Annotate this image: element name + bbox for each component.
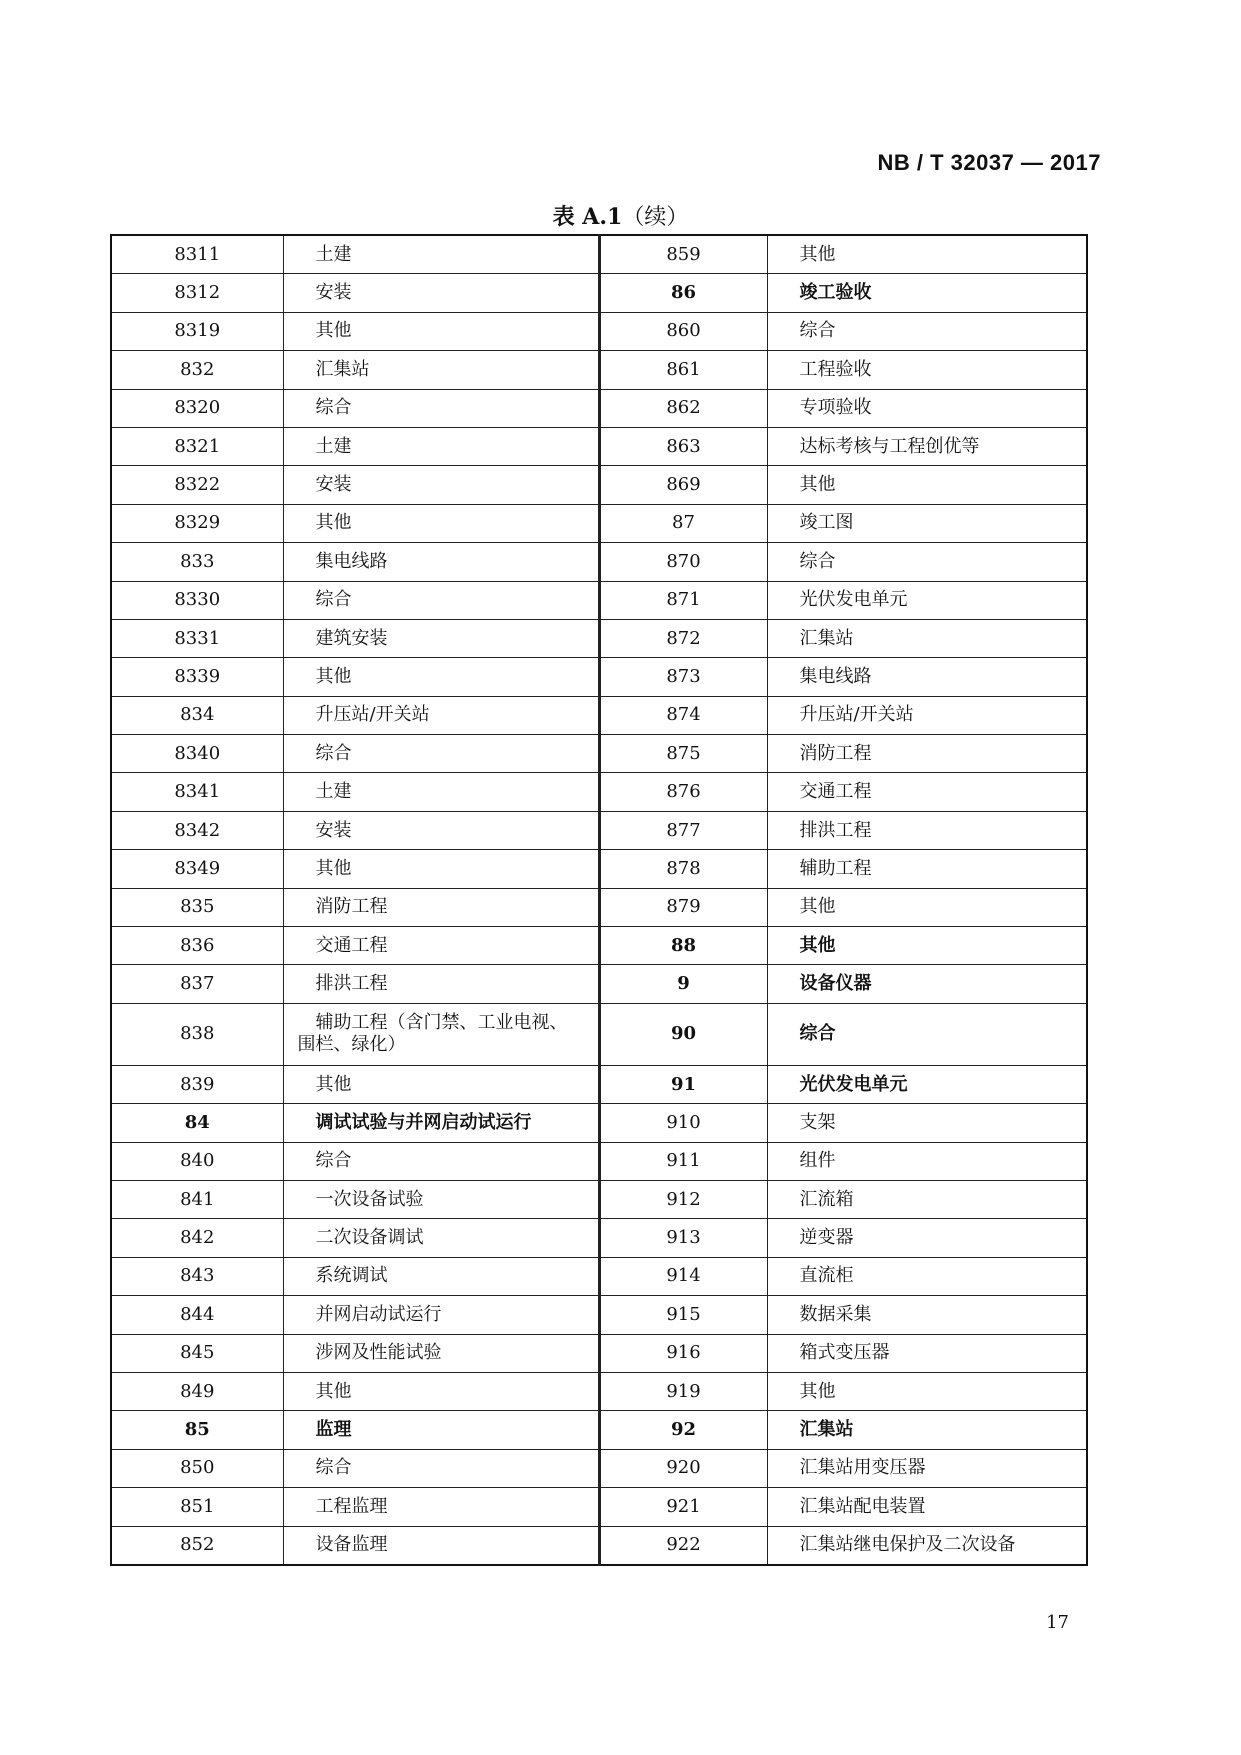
- left-name-cell: 并网启动试运行: [283, 1296, 599, 1334]
- table-row: [111, 235, 1087, 274]
- left-code-cell: 836: [111, 927, 283, 965]
- left-name-cell: 土建: [283, 427, 599, 465]
- left-code-cell: 852: [111, 1526, 283, 1565]
- right-name-cell: 箱式变压器: [767, 1334, 1087, 1372]
- table-row: [111, 1104, 1087, 1142]
- right-name-cell: 集电线路: [767, 658, 1087, 696]
- table-row: [111, 504, 1087, 542]
- left-code-cell: 8340: [111, 735, 283, 773]
- left-code-cell: 8342: [111, 811, 283, 849]
- left-code-cell: 8330: [111, 581, 283, 619]
- table-title: [0, 200, 1241, 231]
- right-name-cell: 汇集站: [767, 1411, 1087, 1449]
- right-name-cell: 其他: [767, 466, 1087, 504]
- right-name-cell: 专项验收: [767, 389, 1087, 427]
- left-code-cell: 85: [111, 1411, 283, 1449]
- left-code-cell: 839: [111, 1065, 283, 1103]
- left-name-cell: 涉网及性能试验: [283, 1334, 599, 1372]
- right-code-cell: 912: [599, 1180, 767, 1218]
- left-code-cell: 8319: [111, 312, 283, 350]
- table-title-label: 表 A.1: [552, 204, 623, 230]
- right-name-cell: 其他: [767, 1372, 1087, 1410]
- table-row: [111, 1065, 1087, 1103]
- left-name-cell: 建筑安装: [283, 619, 599, 657]
- table-body: [111, 235, 1087, 1565]
- table-row: [111, 735, 1087, 773]
- right-name-cell: 数据采集: [767, 1296, 1087, 1334]
- table-row: [111, 427, 1087, 465]
- table-row: [111, 811, 1087, 849]
- right-code-cell: 910: [599, 1104, 767, 1142]
- left-name-cell: 设备监理: [283, 1526, 599, 1565]
- right-code-cell: 920: [599, 1449, 767, 1487]
- right-code-cell: 872: [599, 619, 767, 657]
- table-row: [111, 581, 1087, 619]
- left-name-cell: 系统调试: [283, 1257, 599, 1295]
- left-code-cell: 837: [111, 965, 283, 1003]
- left-name-cell: 安装: [283, 466, 599, 504]
- table-row: [111, 312, 1087, 350]
- right-code-cell: 875: [599, 735, 767, 773]
- classification-code-table: [110, 234, 1088, 1566]
- left-code-cell: 832: [111, 351, 283, 389]
- right-name-cell: 汇集站配电装置: [767, 1488, 1087, 1526]
- right-name-cell: 辅助工程: [767, 850, 1087, 888]
- left-code-cell: 8320: [111, 389, 283, 427]
- left-name-cell: 监理: [283, 1411, 599, 1449]
- left-code-cell: 835: [111, 888, 283, 926]
- left-name-cell: 消防工程: [283, 888, 599, 926]
- left-name-cell: 安装: [283, 274, 599, 312]
- left-code-cell: 849: [111, 1372, 283, 1410]
- right-name-cell: 达标考核与工程创优等: [767, 427, 1087, 465]
- right-code-cell: 876: [599, 773, 767, 811]
- right-name-cell: 逆变器: [767, 1219, 1087, 1257]
- left-name-cell: 土建: [283, 773, 599, 811]
- right-code-cell: 874: [599, 696, 767, 734]
- left-code-cell: 845: [111, 1334, 283, 1372]
- right-code-cell: 871: [599, 581, 767, 619]
- table-row: [111, 1526, 1087, 1565]
- right-name-cell: 直流柜: [767, 1257, 1087, 1295]
- left-code-cell: 8339: [111, 658, 283, 696]
- right-name-cell: 消防工程: [767, 735, 1087, 773]
- left-name-cell: 工程监理: [283, 1488, 599, 1526]
- table-row: [111, 1411, 1087, 1449]
- left-code-cell: 8312: [111, 274, 283, 312]
- right-code-cell: 91: [599, 1065, 767, 1103]
- left-name-cell: 升压站/开关站: [283, 696, 599, 734]
- right-code-cell: 879: [599, 888, 767, 926]
- left-code-cell: 840: [111, 1142, 283, 1180]
- table-row: [111, 1449, 1087, 1487]
- left-name-cell: 其他: [283, 850, 599, 888]
- left-name-cell: 综合: [283, 735, 599, 773]
- left-code-cell: 8322: [111, 466, 283, 504]
- left-code-cell: 834: [111, 696, 283, 734]
- table-row: [111, 466, 1087, 504]
- right-name-cell: 升压站/开关站: [767, 696, 1087, 734]
- right-code-cell: 86: [599, 274, 767, 312]
- right-code-cell: 859: [599, 235, 767, 274]
- right-code-cell: 913: [599, 1219, 767, 1257]
- right-name-cell: 其他: [767, 235, 1087, 274]
- table-row: [111, 1296, 1087, 1334]
- right-code-cell: 911: [599, 1142, 767, 1180]
- right-name-cell: 汇流箱: [767, 1180, 1087, 1218]
- table-row: [111, 1488, 1087, 1526]
- right-code-cell: 919: [599, 1372, 767, 1410]
- right-code-cell: 860: [599, 312, 767, 350]
- left-name-cell: 汇集站: [283, 351, 599, 389]
- left-name-cell: 辅助工程（含门禁、工业电视、围栏、绿化）: [283, 1003, 599, 1065]
- left-name-cell: 综合: [283, 1142, 599, 1180]
- left-name-cell: 二次设备调试: [283, 1219, 599, 1257]
- right-name-cell: 汇集站用变压器: [767, 1449, 1087, 1487]
- right-code-cell: 922: [599, 1526, 767, 1565]
- right-name-cell: 汇集站继电保护及二次设备: [767, 1526, 1087, 1565]
- table-row: [111, 850, 1087, 888]
- table-row: [111, 927, 1087, 965]
- right-code-cell: 863: [599, 427, 767, 465]
- right-code-cell: 915: [599, 1296, 767, 1334]
- right-code-cell: 92: [599, 1411, 767, 1449]
- right-code-cell: 916: [599, 1334, 767, 1372]
- left-code-cell: 851: [111, 1488, 283, 1526]
- right-name-cell: 组件: [767, 1142, 1087, 1180]
- right-code-cell: 914: [599, 1257, 767, 1295]
- right-name-cell: 综合: [767, 1003, 1087, 1065]
- table-row: [111, 773, 1087, 811]
- right-code-cell: 9: [599, 965, 767, 1003]
- right-name-cell: 光伏发电单元: [767, 1065, 1087, 1103]
- left-code-cell: 850: [111, 1449, 283, 1487]
- right-name-cell: 竣工验收: [767, 274, 1087, 312]
- table-row: [111, 696, 1087, 734]
- table-row: [111, 965, 1087, 1003]
- left-code-cell: 8341: [111, 773, 283, 811]
- right-name-cell: 光伏发电单元: [767, 581, 1087, 619]
- right-name-cell: 排洪工程: [767, 811, 1087, 849]
- table-row: [111, 1257, 1087, 1295]
- right-name-cell: 综合: [767, 312, 1087, 350]
- right-name-cell: 交通工程: [767, 773, 1087, 811]
- right-name-cell: 支架: [767, 1104, 1087, 1142]
- table-row: [111, 1219, 1087, 1257]
- right-code-cell: 87: [599, 504, 767, 542]
- table-row: [111, 888, 1087, 926]
- table-title-suffix: （续）: [622, 205, 689, 230]
- right-code-cell: 878: [599, 850, 767, 888]
- table-row: [111, 1142, 1087, 1180]
- table-row: [111, 389, 1087, 427]
- left-name-cell: 交通工程: [283, 927, 599, 965]
- right-name-cell: 综合: [767, 543, 1087, 581]
- right-name-cell: 汇集站: [767, 619, 1087, 657]
- table-row: [111, 1180, 1087, 1218]
- left-code-cell: 8331: [111, 619, 283, 657]
- left-name-cell: 集电线路: [283, 543, 599, 581]
- table-row: [111, 619, 1087, 657]
- left-name-cell: 综合: [283, 581, 599, 619]
- right-code-cell: 862: [599, 389, 767, 427]
- left-code-cell: 8349: [111, 850, 283, 888]
- left-code-cell: 844: [111, 1296, 283, 1334]
- left-code-cell: 84: [111, 1104, 283, 1142]
- right-code-cell: 877: [599, 811, 767, 849]
- left-code-cell: 8329: [111, 504, 283, 542]
- table-row: [111, 274, 1087, 312]
- table-row: [111, 658, 1087, 696]
- page-number: 17: [1046, 1612, 1069, 1633]
- left-name-cell: 土建: [283, 235, 599, 274]
- left-name-cell: 其他: [283, 658, 599, 696]
- right-name-cell: 设备仪器: [767, 965, 1087, 1003]
- right-code-cell: 90: [599, 1003, 767, 1065]
- right-code-cell: 869: [599, 466, 767, 504]
- right-code-cell: 870: [599, 543, 767, 581]
- right-code-cell: 88: [599, 927, 767, 965]
- table-row: [111, 1334, 1087, 1372]
- table-row: [111, 1372, 1087, 1410]
- left-name-cell: 综合: [283, 1449, 599, 1487]
- table-row: [111, 543, 1087, 581]
- right-name-cell: 其他: [767, 927, 1087, 965]
- left-name-cell: 综合: [283, 389, 599, 427]
- left-name-cell: 安装: [283, 811, 599, 849]
- left-name-cell: 其他: [283, 312, 599, 350]
- left-code-cell: 833: [111, 543, 283, 581]
- right-name-cell: 工程验收: [767, 351, 1087, 389]
- right-name-cell: 其他: [767, 888, 1087, 926]
- table-row: [111, 1003, 1087, 1065]
- left-code-cell: 838: [111, 1003, 283, 1065]
- right-name-cell: 竣工图: [767, 504, 1087, 542]
- left-name-cell: 一次设备试验: [283, 1180, 599, 1218]
- left-code-cell: 843: [111, 1257, 283, 1295]
- left-name-cell: 其他: [283, 1065, 599, 1103]
- table-row: [111, 351, 1087, 389]
- right-code-cell: 861: [599, 351, 767, 389]
- left-code-cell: 841: [111, 1180, 283, 1218]
- left-code-cell: 842: [111, 1219, 283, 1257]
- right-code-cell: 873: [599, 658, 767, 696]
- left-code-cell: 8321: [111, 427, 283, 465]
- left-name-cell: 排洪工程: [283, 965, 599, 1003]
- standard-code: NB / T 32037 — 2017: [877, 150, 1101, 175]
- left-name-cell: 其他: [283, 504, 599, 542]
- left-name-cell: 调试试验与并网启动试运行: [283, 1104, 599, 1142]
- right-code-cell: 921: [599, 1488, 767, 1526]
- left-code-cell: 8311: [111, 235, 283, 274]
- left-name-cell: 其他: [283, 1372, 599, 1410]
